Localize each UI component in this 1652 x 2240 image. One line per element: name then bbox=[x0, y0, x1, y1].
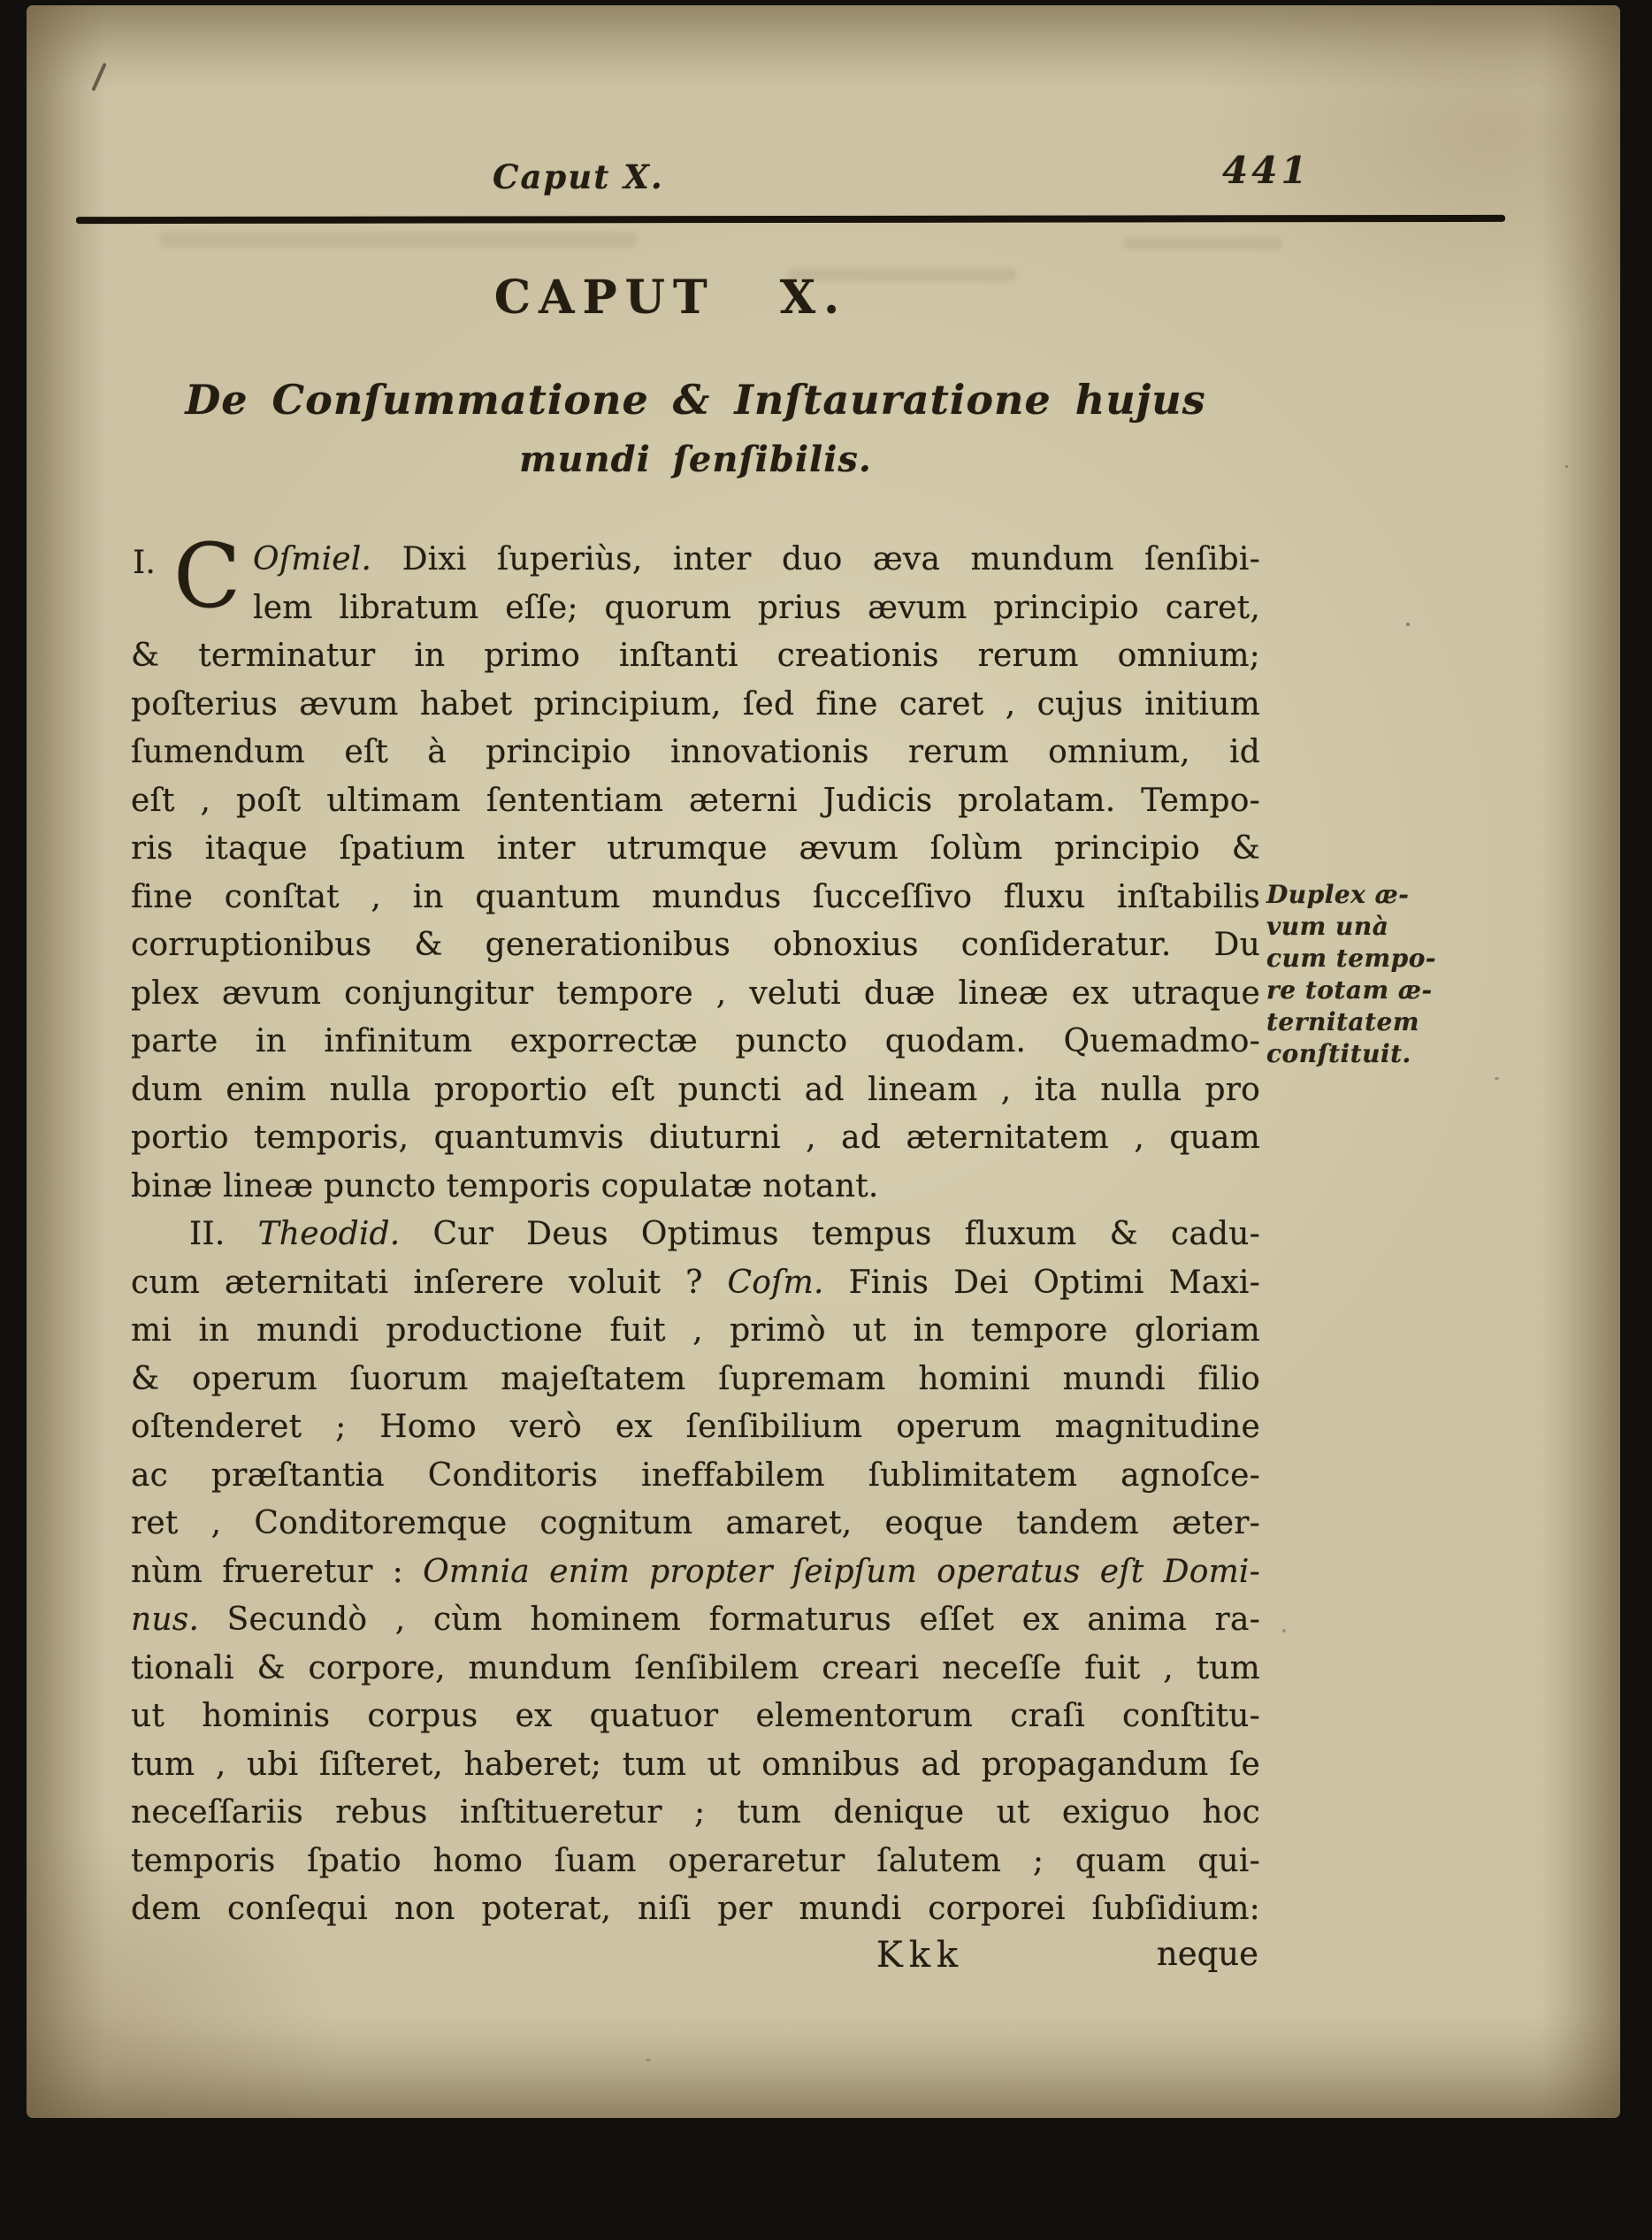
text-segment: lem libratum eſſe; quorum prius ævum principio caret, bbox=[253, 589, 1260, 626]
text-segment: ris itaque ſpatium inter utrumque ævum ſolùm principio & bbox=[131, 830, 1260, 867]
catchword: neque bbox=[1156, 1935, 1258, 1973]
text-segment: Dixi ſuperiùs, inter duo æva mundum ſenſibi- bbox=[371, 541, 1260, 577]
text-line bbox=[131, 1163, 1260, 1212]
margin-note-line: Duplex æ- bbox=[1266, 880, 1410, 909]
text-segment: ac præſtantia Conditoris ineffabilem ſublimitatem agnoſce- bbox=[131, 1456, 1260, 1494]
text-line bbox=[131, 1645, 1260, 1693]
ink-bleed-stain bbox=[159, 232, 637, 248]
text-line bbox=[131, 1452, 1260, 1501]
text-segment: parte in infinitum exporrectæ puncto quodam. Quemadmo- bbox=[131, 1023, 1260, 1059]
body-text bbox=[131, 524, 1261, 1934]
paragraph-2 bbox=[131, 1211, 1260, 1934]
text-line bbox=[131, 1548, 1260, 1597]
subtitle-line: mundi ſenſibilis. bbox=[519, 439, 872, 480]
text-segment: binæ lineæ puncto temporis copulatæ notant. bbox=[131, 1167, 879, 1204]
text-segment: neceſſariis rebus inſtitueretur ; tum denique ut exiguo hoc bbox=[131, 1794, 1260, 1831]
margin-note-line: re totam æ- bbox=[1266, 975, 1433, 1005]
text-line bbox=[131, 1500, 1260, 1548]
text-line bbox=[131, 632, 1260, 681]
text-segment: Cur Deus Optimus tempus fluxum & cadu- bbox=[400, 1216, 1260, 1252]
text-segment: dem conſequi non poterat, niſi per mundi corporei ſubſidium: bbox=[131, 1891, 1260, 1927]
text-segment: fine conſtat , in quantum mundus ſucceſſivo fluxu inſtabilis bbox=[131, 878, 1260, 915]
page-number: 441 bbox=[1222, 149, 1311, 192]
text-line bbox=[131, 1693, 1260, 1741]
margin-note-line: vum unà bbox=[1266, 912, 1389, 941]
text-segment: ut hominis corpus ex quatuor elementorum craſi conſtitu- bbox=[131, 1698, 1260, 1734]
signature-mark: Kkk bbox=[876, 1935, 965, 1976]
paragraph-1 bbox=[131, 524, 1260, 1211]
paper-speck bbox=[1282, 1629, 1286, 1632]
text-line bbox=[131, 921, 1260, 970]
text-segment: temporis ſpatio homo ſuam operaretur ſalutem ; quam qui- bbox=[131, 1842, 1260, 1879]
running-head: Caput X. bbox=[493, 157, 664, 196]
text-line bbox=[131, 777, 1260, 826]
text-segment: corruptionibus & generationibus obnoxius conſideratur. Du bbox=[131, 927, 1260, 963]
text-segment: dum enim nulla proportio eſt puncti ad lineam , ita nulla pro bbox=[131, 1071, 1260, 1108]
text-line bbox=[131, 1596, 1260, 1645]
text-line bbox=[131, 1211, 1260, 1259]
ink-bleed-stain bbox=[1123, 237, 1282, 249]
text-segment: ret , Conditoremque cognitum amaret, eoque tandem æter- bbox=[131, 1505, 1260, 1541]
text-line bbox=[131, 536, 1260, 585]
page-footer bbox=[131, 1935, 1260, 1984]
text-segment: Omnia enim propter ſeipſum operatus eſt Domi- bbox=[423, 1553, 1260, 1590]
text-segment: ſumendum eſt à principio innovationis rerum omnium, id bbox=[131, 734, 1260, 770]
margin-note-line: ternitatem bbox=[1266, 1007, 1419, 1036]
text-line bbox=[131, 825, 1260, 874]
text-line bbox=[131, 681, 1260, 730]
section-number: I. bbox=[133, 545, 157, 581]
paper-speck bbox=[1495, 1077, 1499, 1080]
margin-note-line: cum tempo- bbox=[1266, 944, 1437, 973]
text-segment: II. bbox=[189, 1216, 258, 1252]
text-segment: tum , ubi ſiſteret, haberet; tum ut omnibus ad propagandum ſe bbox=[131, 1746, 1260, 1783]
text-segment: & terminatur in primo inſtanti creationis rerum omnium; bbox=[131, 638, 1260, 674]
margin-note-line: conſtituit. bbox=[1266, 1039, 1411, 1068]
pen-mark bbox=[91, 63, 106, 92]
text-segment: & operum ſuorum majeſtatem ſupremam homini mundi filio bbox=[131, 1360, 1260, 1397]
text-segment: Oſmiel. bbox=[253, 541, 372, 577]
text-line bbox=[131, 1885, 1260, 1934]
chapter-subtitle bbox=[131, 370, 1260, 490]
text-segment: tionali & corpore, mundum ſenſibilem creari neceſſe fuit , tum bbox=[131, 1649, 1260, 1686]
text-segment: cum æternitati inſerere voluit ? bbox=[131, 1264, 728, 1301]
text-line bbox=[131, 1307, 1260, 1356]
text-line bbox=[131, 1403, 1260, 1452]
text-segment: Finis Dei Optimi Maxi- bbox=[823, 1264, 1261, 1301]
text-segment: nùm frueretur : bbox=[131, 1553, 424, 1590]
text-segment: nus. bbox=[131, 1602, 200, 1638]
text-line bbox=[131, 1259, 1260, 1308]
text-line bbox=[131, 585, 1260, 633]
text-line bbox=[131, 1789, 1260, 1838]
paper-speck bbox=[646, 2059, 651, 2061]
text-line bbox=[131, 1356, 1260, 1404]
text-line bbox=[131, 874, 1260, 922]
margin-note bbox=[1266, 879, 1452, 1070]
drop-cap: C bbox=[173, 524, 241, 628]
text-segment: Theodid. bbox=[257, 1216, 401, 1252]
text-segment: plex ævum conjungitur tempore , veluti duæ lineæ ex utraque bbox=[131, 975, 1260, 1012]
text-line bbox=[131, 970, 1260, 1019]
text-segment: Coſm. bbox=[727, 1264, 824, 1301]
paper-speck bbox=[1406, 623, 1410, 626]
text-segment: oſtenderet ; Homo verò ex ſenſibilium operum magnitudine bbox=[131, 1409, 1260, 1445]
text-line bbox=[131, 1838, 1260, 1886]
text-segment: portio temporis, quantumvis diuturni , ad æternitatem , quam bbox=[131, 1120, 1260, 1156]
text-segment: poſterius ævum habet principium, ſed fine caret , cujus initium bbox=[131, 685, 1260, 722]
text-line bbox=[131, 1741, 1260, 1790]
book-page-scan bbox=[27, 5, 1620, 2118]
text-line bbox=[131, 1066, 1260, 1115]
chapter-title: CAPUT X. bbox=[493, 271, 848, 325]
text-segment: mi in mundi productione fuit , primò ut in tempore gloriam bbox=[131, 1312, 1260, 1349]
text-line bbox=[131, 1018, 1260, 1066]
text-line bbox=[131, 729, 1260, 777]
text-line bbox=[131, 1114, 1260, 1163]
text-segment: eſt , poſt ultimam ſententiam æterni Judicis prolatam. Tempo- bbox=[131, 782, 1260, 819]
paper-speck bbox=[1565, 465, 1568, 468]
subtitle-line: De Conſummatione & Inſtauratione hujus bbox=[185, 376, 1206, 424]
header-rule bbox=[76, 215, 1505, 224]
text-segment: Secundò , cùm hominem formaturus eſſet ex anima ra- bbox=[199, 1602, 1260, 1638]
